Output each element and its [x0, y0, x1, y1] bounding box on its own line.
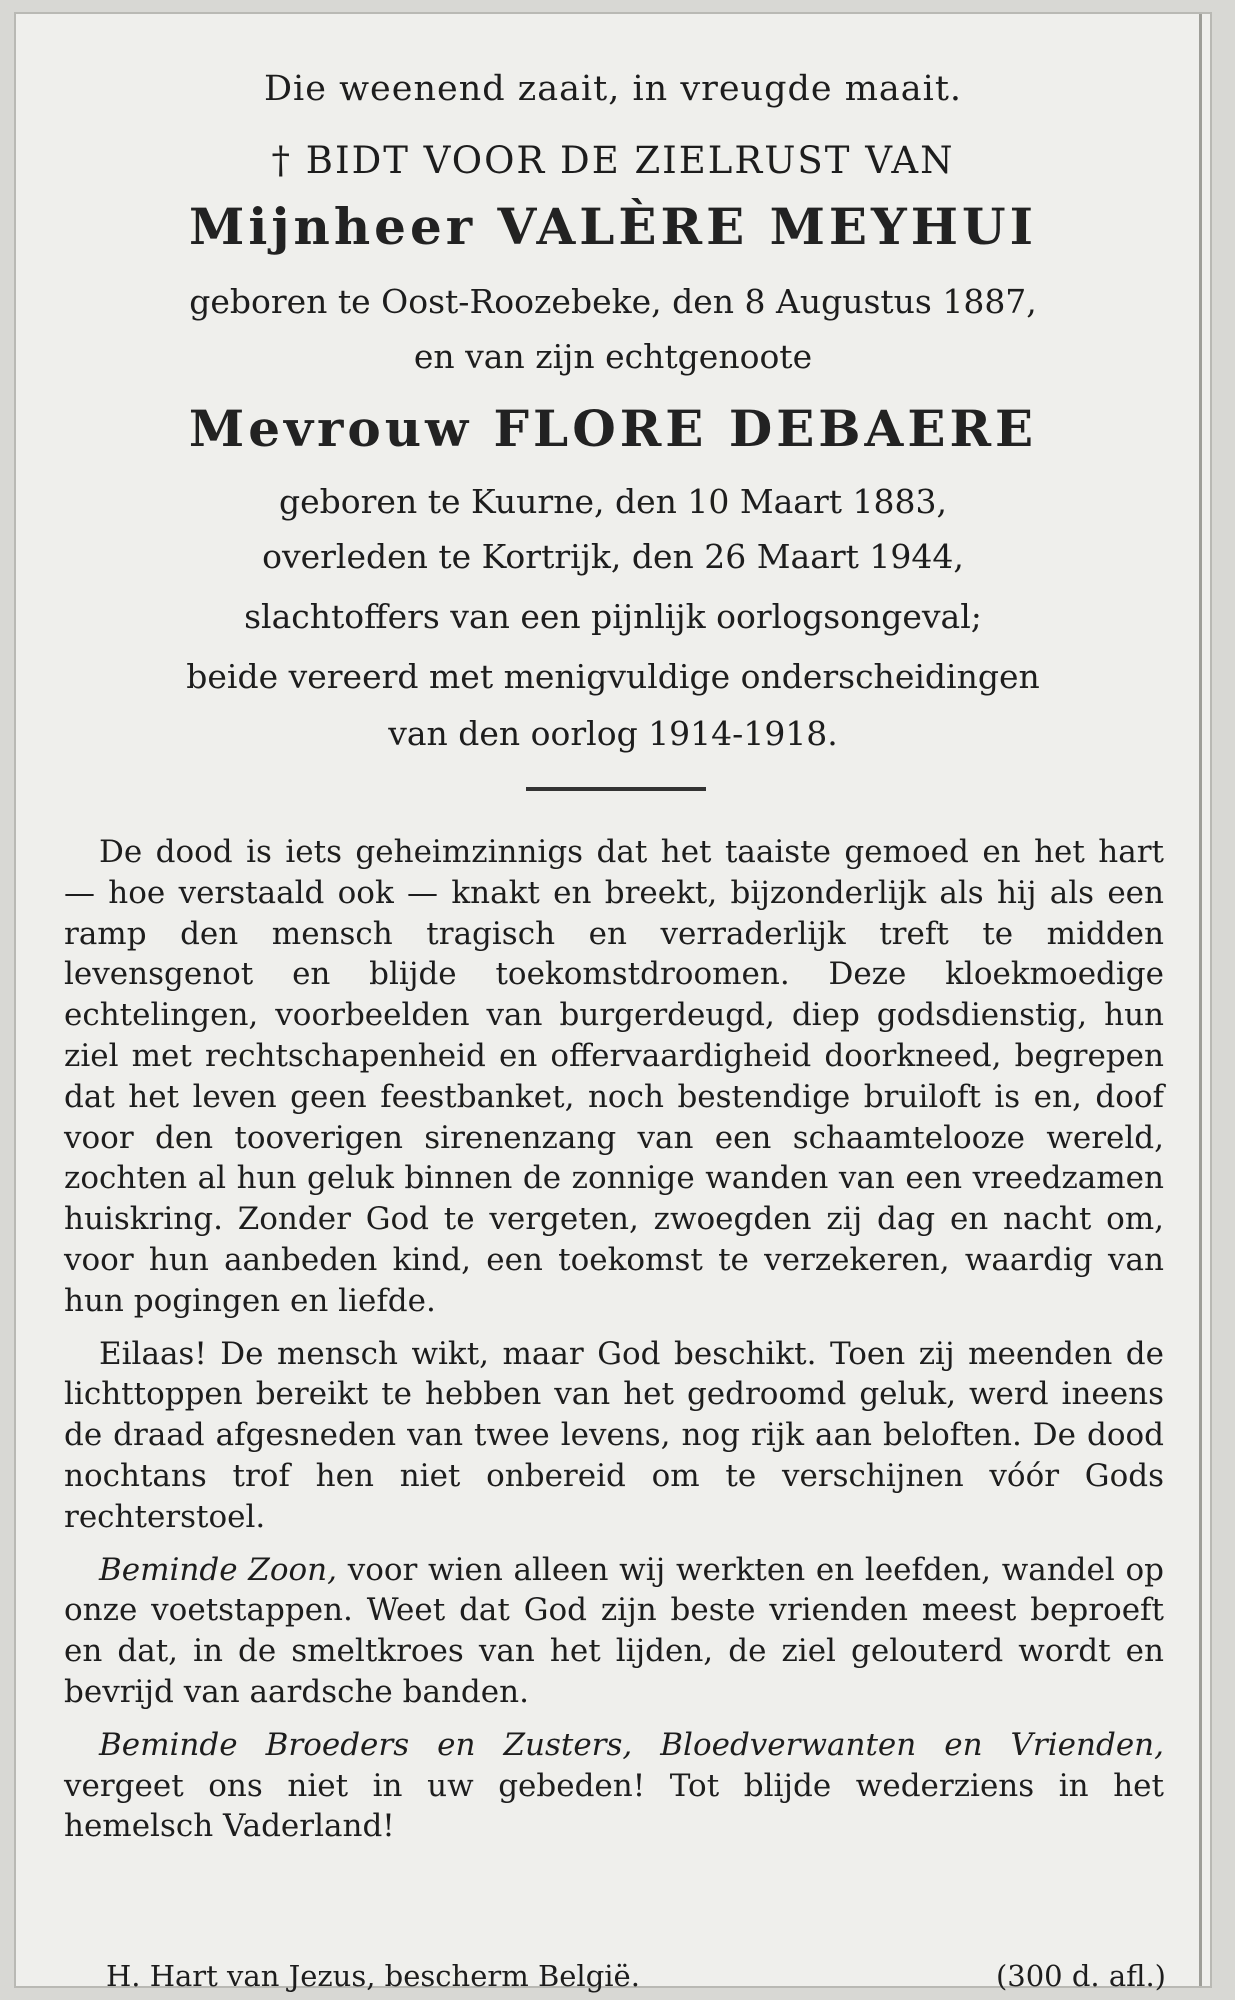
- paragraph-son: [64, 1550, 1164, 1713]
- paragraph-family: [64, 1725, 1164, 1847]
- wife-birth: geboren te Kuurne, den 10 Maart 1883,: [279, 482, 947, 521]
- footer-prayer: H. Hart van Jezus, bescherm België.: [106, 1959, 640, 1993]
- victims-line: slachtoffers van een pijnlijk oorlogsongeval;: [244, 597, 982, 636]
- spouse-intro: en van zijn echtgenoote: [413, 337, 813, 376]
- paragraph-death: De dood is iets geheimzinnigs dat het taaiste gemoed en het hart — hoe verstaald ook — knakt en breekt, bijzonderlijk als hij als een ramp den mensch tragisch en verraderlijk treft te midden levensgenot en blijde toekomstdroomen. Deze kloekmoedige echtelingen, voorbeelden van burgerdeugd, diep godsdienstig, hun ziel met rechtschapenheid en offervaardigheid doorkneed, begrepen dat het leven geen feestbanket, noch bestendige bruiloft is en, doof voor den tooverigen sirenenzang van een schaamtelooze wereld, zochten al hun geluk binnen de zonnige wanden van een vreedzamen huiskring. Zonder God te vergeten, zwoegden zij dag en nacht om, voor hun aanbeden kind, een toekomst te verzekeren, waardig van hun pogingen en liefde.: [64, 834, 1164, 1319]
- paragraph-fate: Eilaas! De mensch wikt, maar God beschikt. Toen zij meenden de lichttoppen bereikt te hebben van het gedroomd geluk, werd ineens de draad afgesneden van twee levens, nog rijk aan beloften. De dood nochtans trof hen niet onbereid om te verschijnen vóór Gods rechterstoel.: [64, 1335, 1164, 1535]
- divider: [526, 787, 706, 791]
- paragraph-family-text: vergeet ons niet in uw gebeden! Tot blijde wederziens in het hemelsch Vaderland!: [64, 1767, 1164, 1845]
- honors-line: beide vereerd met menigvuldige onderscheidingen: [186, 657, 1040, 696]
- memorial-text: [64, 832, 1164, 1847]
- war-line: van den oorlog 1914-1918.: [388, 714, 838, 753]
- memorial-card: [14, 12, 1212, 1993]
- death-notice: overleden te Kortrijk, den 26 Maart 1944,: [262, 537, 964, 576]
- motto: Die weenend zaait, in vreugde maait.: [263, 69, 963, 109]
- prayer-heading: † BIDT VOOR DE ZIELRUST VAN: [271, 139, 955, 182]
- paragraph-son-text: voor wien alleen wij werkten en leefden, wandel op onze voetstappen. Weet dat God zijn beste vrienden meest beproeft en dat, in de smeltkroes van het lijden, de ziel gelouterd wordt en bevrijd van aardsche banden.: [64, 1551, 1164, 1710]
- wife-name: Mevrouw FLORE DEBAERE: [188, 399, 1038, 458]
- address-family: Beminde Broeders en Zusters, Bloedverwanten en Vrienden,: [99, 1726, 1164, 1763]
- husband-birth: geboren te Oost-Roozebeke, den 8 Augustus 1887,: [189, 282, 1037, 321]
- husband-name: Mijnheer VALÈRE MEYHUI: [189, 197, 1037, 256]
- footer: [106, 1959, 1166, 1993]
- footer-indulgence: (300 d. afl.): [995, 1959, 1166, 1993]
- address-son: Beminde Zoon,: [99, 1551, 337, 1588]
